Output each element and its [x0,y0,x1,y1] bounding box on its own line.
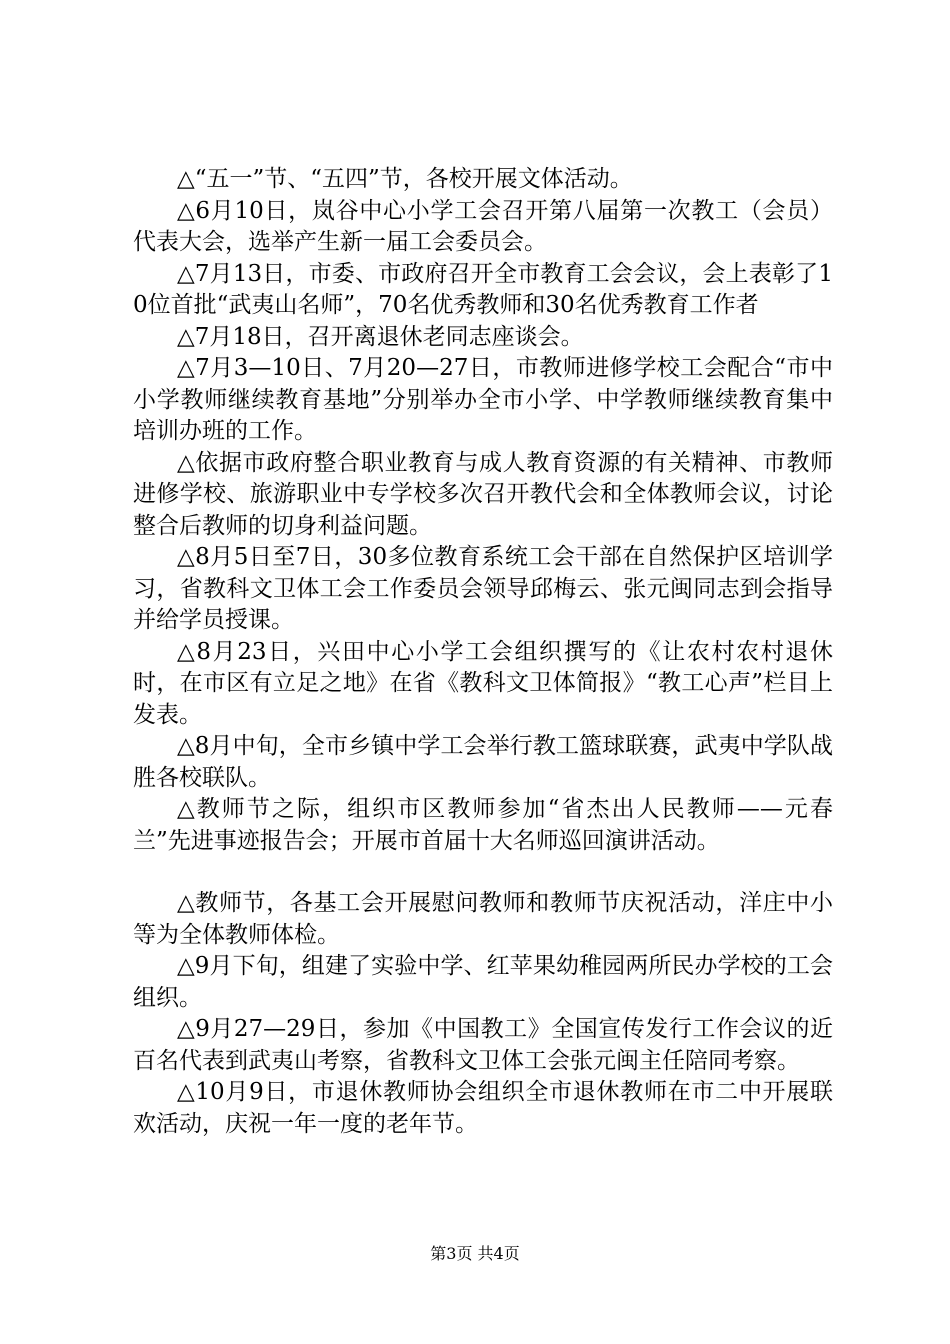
paragraph-7: △8月5日至7日，30多位教育系统工会干部在自然保护区培训学习，省教科文卫体工会工作委员会领导邱梅云、张元闽同志到会指导并给学员授课。 [133,544,833,633]
document-body [133,164,833,1140]
paragraph-13: △9月27—29日，参加《中国教工》全国宣传发行工作会议的近百名代表到武夷山考察，省教科文卫体工会张元闽主任陪同考察。 [133,1016,833,1074]
paragraph-3: △7月13日，市委、市政府召开全市教育工会会议，会上表彰了10位首批“武夷山名师”，70名优秀教师和30名优秀教育工作者 [133,260,833,318]
paragraph-4: △7月18日，召开离退休老同志座谈会。 [177,323,584,350]
page-number-label: 第3页 共4页 [430,1244,520,1263]
paragraph-9: △8月中旬，全市乡镇中学工会举行教工篮球联赛，武夷中学队战胜各校联队。 [133,733,833,791]
paragraph-12: △9月下旬，组建了实验中学、红苹果幼稚园两所民办学校的工会组织。 [133,953,833,1011]
paragraph-8: △8月23日，兴田中心小学工会组织撰写的《让农村农村退休时，在市区有立足之地》在省《教科文卫体简报》“教工心声”栏目上发表。 [133,638,833,728]
paragraph-6: △依据市政府整合职业教育与成人教育资源的有关精神、市教师进修学校、旅游职业中专学校多次召开教代会和全体教师会议，讨论整合后教师的切身利益问题。 [133,449,833,539]
paragraph-10: △教师节之际，组织市区教师参加“省杰出人民教师——元春兰”先进事迹报告会；开展市首届十大名师巡回演讲活动。 [133,796,833,854]
paragraph-14: △10月9日，市退休教师协会组织全市退休教师在市二中开展联欢活动，庆祝一年一度的老年节。 [133,1079,833,1137]
paragraph-5: △7月3—10日、7月20—27日，市教师进修学校工会配合“市中小学教师继续教育基地”分别举办全市小学、中学教师继续教育集中培训办班的工作。 [133,355,833,444]
page-footer [0,1244,950,1264]
paragraph-1: △“五一”节、“五四”节，各校开展文体活动。 [177,166,633,192]
paragraph-11: △教师节，各基工会开展慰问教师和教师节庆祝活动，洋庄中小等为全体教师体检。 [133,890,833,948]
paragraph-2: △6月10日，岚谷中心小学工会召开第八届第一次教工（会员）代表大会，选举产生新一届工会委员会。 [133,197,833,255]
